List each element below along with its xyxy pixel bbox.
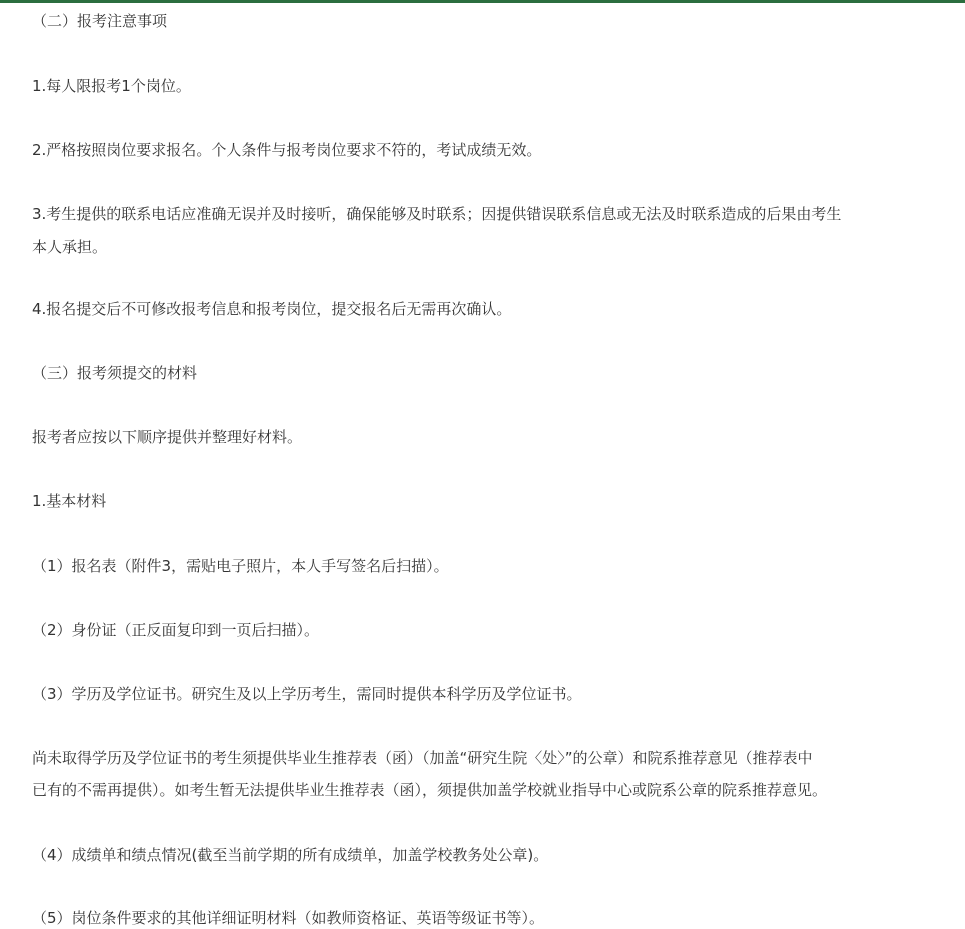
basic-materials-heading: 1.基本材料 bbox=[32, 492, 107, 510]
materials-intro: 报考者应按以下顺序提供并整理好材料。 bbox=[32, 428, 303, 446]
rule-item-3-line-2: 本人承担。 bbox=[32, 238, 108, 256]
degree-note-line-1: 尚未取得学历及学位证书的考生须提供毕业生推荐表（函）（加盖“研究生院〈处〉”的公章）和院系推荐意见（推荐表中 bbox=[32, 749, 813, 767]
rule-item-1: 1.每人限报考1个岗位。 bbox=[32, 77, 191, 95]
rule-item-4: 4.报名提交后不可修改报考信息和报考岗位，提交报名后无需再次确认。 bbox=[32, 300, 512, 318]
material-item-2: （2）身份证（正反面复印到一页后扫描）。 bbox=[32, 621, 320, 639]
material-item-1: （1）报名表（附件3，需贴电子照片，本人手写签名后扫描）。 bbox=[32, 557, 449, 575]
top-accent-bar bbox=[0, 0, 965, 3]
rule-item-2: 2.严格按照岗位要求报名。个人条件与报考岗位要求不符的，考试成绩无效。 bbox=[32, 141, 542, 159]
rule-item-3-line-1: 3.考生提供的联系电话应准确无误并及时接听，确保能够及时联系；因提供错误联系信息或无法及时联系造成的后果由考生 bbox=[32, 205, 842, 223]
material-item-5: （5）岗位条件要求的其他详细证明材料（如教师资格证、英语等级证书等）。 bbox=[32, 909, 545, 927]
section3-heading: （三）报考须提交的材料 bbox=[32, 364, 198, 382]
material-item-4: （4）成绩单和绩点情况(截至当前学期的所有成绩单，加盖学校教务处公章)。 bbox=[32, 846, 549, 864]
degree-note-line-2: 已有的不需再提供）。如考生暂无法提供毕业生推荐表（函），须提供加盖学校就业指导中心或院系公章的院系推荐意见。 bbox=[32, 781, 828, 799]
material-item-3: （3）学历及学位证书。研究生及以上学历考生，需同时提供本科学历及学位证书。 bbox=[32, 685, 582, 703]
section2-heading: （二）报考注意事项 bbox=[32, 12, 168, 30]
